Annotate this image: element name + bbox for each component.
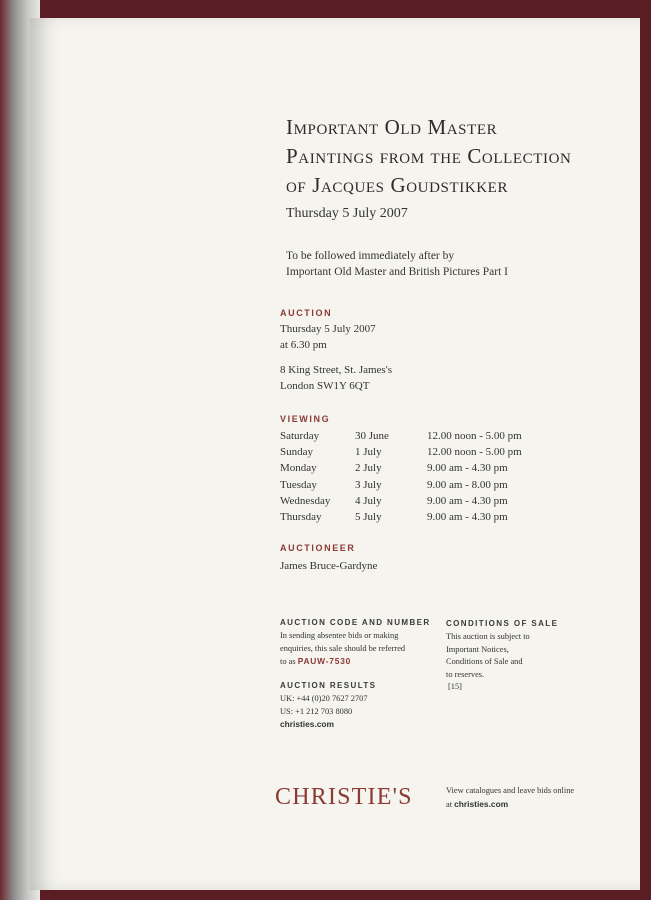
viewing-date: 3 July	[355, 478, 382, 491]
viewing-day: Tuesday	[280, 478, 317, 491]
auction-time: at 6.30 pm	[280, 339, 327, 351]
table-row	[280, 444, 522, 460]
auction-address	[280, 362, 392, 394]
uk-phone: UK: +44 (0)20 7627 2707	[280, 694, 368, 703]
viewing-time: 9.00 am - 4.30 pm	[427, 511, 508, 524]
address-line: London SW1Y 6QT	[280, 380, 370, 392]
conditions-line: This auction is subject to	[446, 632, 530, 641]
viewing-day: Saturday	[280, 430, 320, 443]
conditions-heading: CONDITIONS OF SALE	[446, 619, 559, 628]
viewing-day: Monday	[280, 462, 317, 475]
auction-date: Thursday 5 July 2007	[280, 323, 376, 335]
conditions-line: Conditions of Sale and	[446, 657, 523, 666]
online-line: View catalogues and leave bids online	[446, 786, 575, 795]
conditions-line: to reserves.	[446, 669, 485, 679]
title-line: Paintings from the Collection	[286, 144, 572, 168]
viewing-date: 5 July	[355, 511, 382, 524]
viewing-day: Thursday	[280, 511, 322, 524]
viewing-day: Wednesday	[280, 494, 331, 507]
auction-code-heading: AUCTION CODE AND NUMBER	[280, 618, 431, 627]
results-website[interactable]: christies.com	[280, 719, 334, 729]
follow-line: To be followed immediately after by	[286, 250, 455, 262]
online-prefix: at	[446, 799, 455, 809]
auctioneer-name: James Bruce-Gardyne	[280, 560, 378, 572]
sale-code: PAUW-7530	[297, 656, 352, 666]
christies-logo: CHRISTIE'S	[275, 784, 413, 810]
table-row	[280, 509, 522, 525]
auction-heading: AUCTION	[280, 308, 333, 318]
follow-line: Important Old Master and British Pictures Part I	[286, 266, 508, 278]
viewing-time: 9.00 am - 8.00 pm	[427, 478, 508, 491]
table-row	[280, 428, 522, 444]
viewing-heading: VIEWING	[280, 414, 331, 424]
table-row	[280, 460, 522, 476]
conditions-line: Important Notices,	[446, 644, 509, 654]
viewing-date: 2 July	[355, 462, 382, 475]
online-website[interactable]: christies.com	[454, 798, 509, 809]
viewing-date: 4 July	[355, 494, 382, 507]
viewing-table	[280, 428, 522, 525]
viewing-time: 12.00 noon - 5.00 pm	[427, 430, 522, 443]
conditions-text	[446, 631, 530, 694]
table-row	[280, 493, 522, 509]
title-line: Important Old Master	[286, 115, 498, 139]
code-text-line: enquiries, this sale should be referred	[280, 643, 406, 653]
auction-results	[280, 693, 368, 731]
us-phone: US: +1 212 703 8080	[280, 706, 353, 716]
viewing-date: 30 June	[355, 430, 389, 443]
follow-note	[286, 248, 508, 280]
auction-results-heading: AUCTION RESULTS	[280, 681, 377, 690]
viewing-time: 9.00 am - 4.30 pm	[427, 462, 508, 475]
catalogue-title	[286, 113, 626, 200]
code-prefix: to as	[280, 657, 298, 666]
code-text-line	[280, 655, 405, 669]
sale-date: Thursday 5 July 2007	[286, 206, 408, 221]
page-reference: [15]	[448, 682, 462, 691]
viewing-date: 1 July	[355, 446, 382, 459]
table-row	[280, 477, 522, 493]
viewing-time: 12.00 noon - 5.00 pm	[427, 446, 522, 459]
catalogue-page	[30, 18, 640, 890]
auction-details	[280, 321, 376, 353]
title-line: of Jacques Goudstikker	[286, 173, 509, 197]
auction-code-text	[280, 630, 405, 669]
address-line: 8 King Street, St. James's	[280, 364, 392, 376]
online-note	[446, 785, 574, 811]
viewing-day: Sunday	[280, 446, 313, 459]
code-text-line: In sending absentee bids or making	[280, 631, 399, 640]
viewing-time: 9.00 am - 4.30 pm	[427, 494, 508, 507]
online-line	[446, 798, 574, 812]
auctioneer-heading: AUCTIONEER	[280, 543, 356, 553]
